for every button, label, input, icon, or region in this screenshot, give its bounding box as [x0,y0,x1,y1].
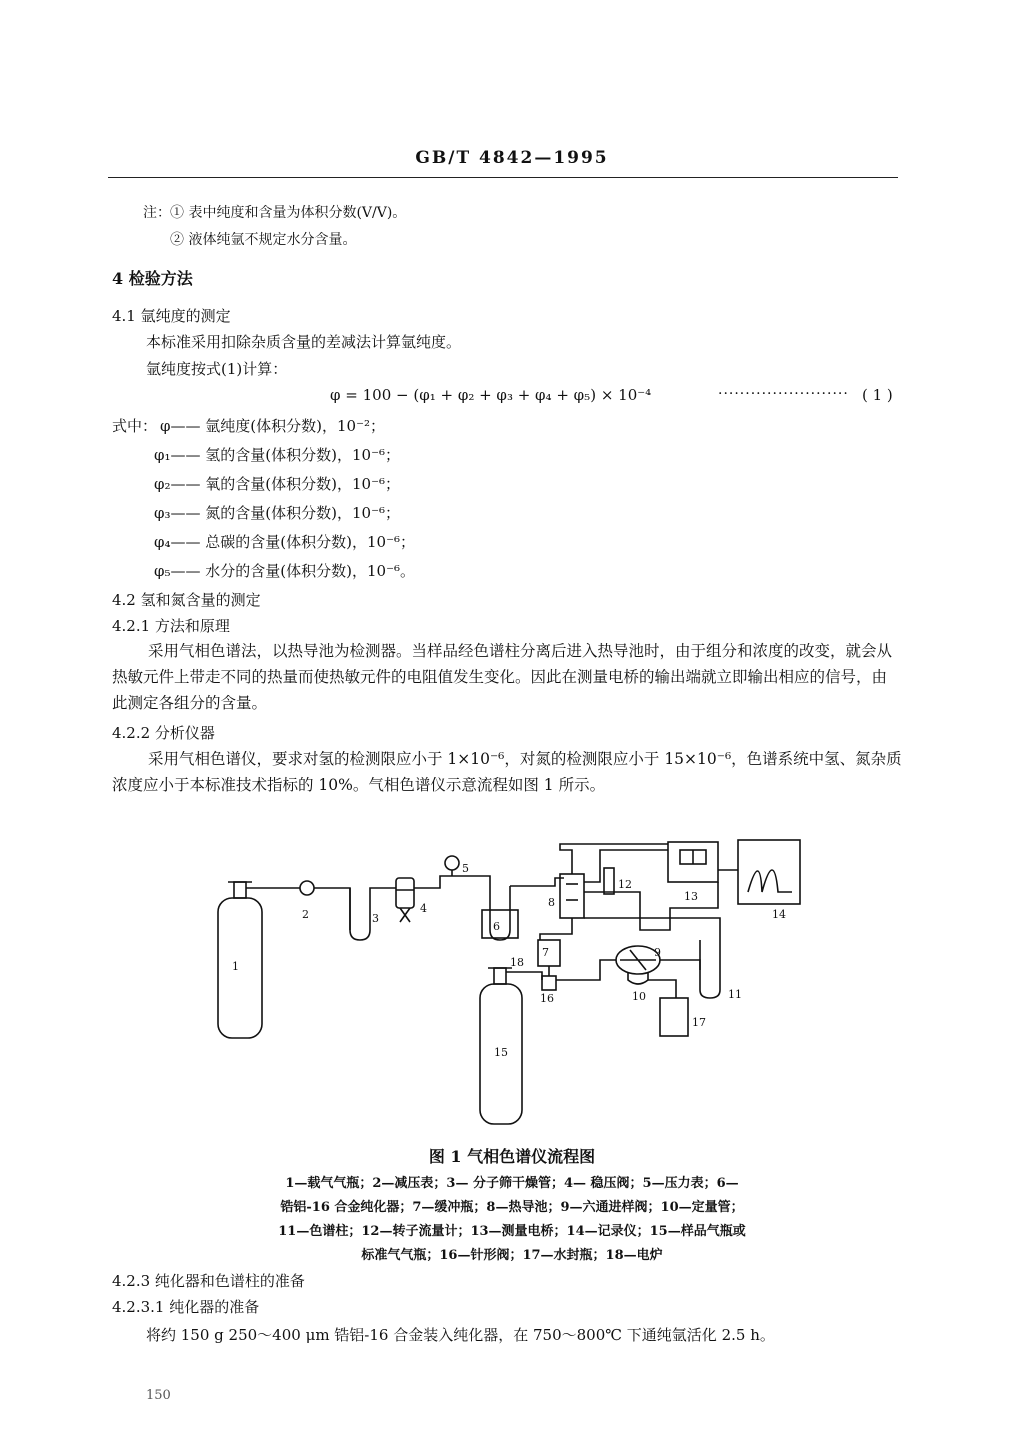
notes-label: 注： [143,205,171,221]
stabilizing-valve [396,878,414,908]
figure-legend-line-3: 11—色谱柱；12—转子流量计；13—测量电桥；14—记录仪；15—样品气瓶或 [278,1224,746,1239]
definition-phi2: φ₂—— 氧的含量(体积分数)，10⁻⁶； [154,475,401,493]
formula-1: φ = 100 − (φ₁ + φ₂ + φ₃ + φ₄ + φ₅) × 10⁻⁴ [330,386,652,404]
purifier-tube [470,876,510,940]
label-15: 15 [494,1046,508,1059]
label-1: 1 [232,960,239,973]
definition-phi: φ—— 氩纯度(体积分数)，10⁻²； [160,417,385,435]
figure-legend-line-1: 1—载气气瓶；2—减压表；3— 分子筛干燥管；4— 稳压阀；5—压力表；6— [285,1176,739,1191]
section-4-2-title: 4.2 氢和氮含量的测定 [112,591,261,609]
carrier-gas-cylinder [218,898,262,1038]
label-5: 5 [462,862,469,875]
section-4-2-3-1-para: 将约 150 g 250～400 μm 锆铝-16 合金装入纯化器，在 750～800℃ 下通纯氩活化 2.5 h。 [146,1326,775,1344]
rotameter [604,868,614,894]
formula-leader-dots: ························ [718,386,849,402]
section-4-2-1-para: 采用气相色谱法，以热导池为检测器。当样品经色谱柱分离后进入热导池时，由于组分和浓度的改变，就会从热敏元件上带走不同的热量而使热敏元件的电阻值发生变化。因此在测量电桥的输出端就立即输出相应的信号，由此测定各组分的含量。 [112,642,893,712]
label-16: 16 [540,992,554,1005]
label-6: 6 [493,920,500,933]
formula-number: ( 1 ) [862,386,893,404]
label-14: 14 [772,908,786,921]
header-rule [108,177,898,178]
needle-valve [542,976,556,990]
label-7: 7 [542,946,549,959]
section-4-2-3-title: 4.2.3 纯化器和色谱柱的准备 [112,1272,305,1290]
label-8: 8 [548,896,555,909]
figure-legend-line-4: 标准气气瓶；16—针形阀；17—水封瓶；18—电炉 [361,1248,663,1263]
label-4: 4 [420,902,427,915]
section-4-1-para-2: 氩纯度按式(1)计算： [146,360,288,378]
definition-phi3: φ₃—— 氮的含量(体积分数)，10⁻⁶； [154,504,401,522]
water-seal-bottle [660,998,688,1036]
label-13: 13 [684,890,698,903]
section-4-2-1-title: 4.2.1 方法和原理 [112,617,230,635]
label-11: 11 [728,988,742,1001]
where-label: 式中： [112,417,158,435]
label-17: 17 [692,1016,706,1029]
thermal-conductivity-cell [560,874,584,918]
section-4-2-2-title: 4.2.2 分析仪器 [112,724,215,742]
figure-1-caption: 图 1 气相色谱仪流程图 [428,1147,596,1166]
page-number: 150 [146,1388,171,1403]
pressure-regulator [300,881,314,895]
figure-legend-line-2: 锆铝-16 合金纯化器；7—缓冲瓶；8—热导池；9—六通进样阀；10—定量管； [280,1200,744,1215]
label-12: 12 [618,878,632,891]
note-2: ② 液体纯氩不规定水分含量。 [170,232,357,248]
pressure-gauge [445,856,459,870]
definition-phi1: φ₁—— 氢的含量(体积分数)，10⁻⁶； [154,446,401,464]
definition-phi4: φ₄—— 总碳的含量(体积分数)，10⁻⁶； [154,533,416,551]
gc-flow-diagram [200,830,820,1140]
label-18: 18 [510,956,524,969]
definition-phi5: φ₅—— 水分的含量(体积分数)，10⁻⁶。 [154,562,416,580]
section-4-1-title: 4.1 氩纯度的测定 [112,307,231,325]
section-4-title: 4 检验方法 [112,269,193,288]
chromatographic-column [700,930,720,998]
label-9: 9 [654,946,661,959]
label-3: 3 [372,912,379,925]
section-4-2-2-para: 采用气相色谱仪，要求对氢的检测限应小于 1×10⁻⁶，对氮的检测限应小于 15×10⁻⁶，色谱系统中氢、氮杂质浓度应小于本标准技术指标的 10%。气相色谱仪示意流程如图 1 所示。 [112,750,902,794]
label-10: 10 [632,990,646,1003]
section-4-1-para-1: 本标准采用扣除杂质含量的差减法计算氩纯度。 [146,333,462,351]
section-4-2-3-1-title: 4.2.3.1 纯化器的准备 [112,1298,260,1316]
note-1: ① 表中纯度和含量为体积分数(V/V)。 [170,205,407,221]
standard-code-header: GB/T 4842—1995 [415,148,609,168]
label-2: 2 [302,908,309,921]
